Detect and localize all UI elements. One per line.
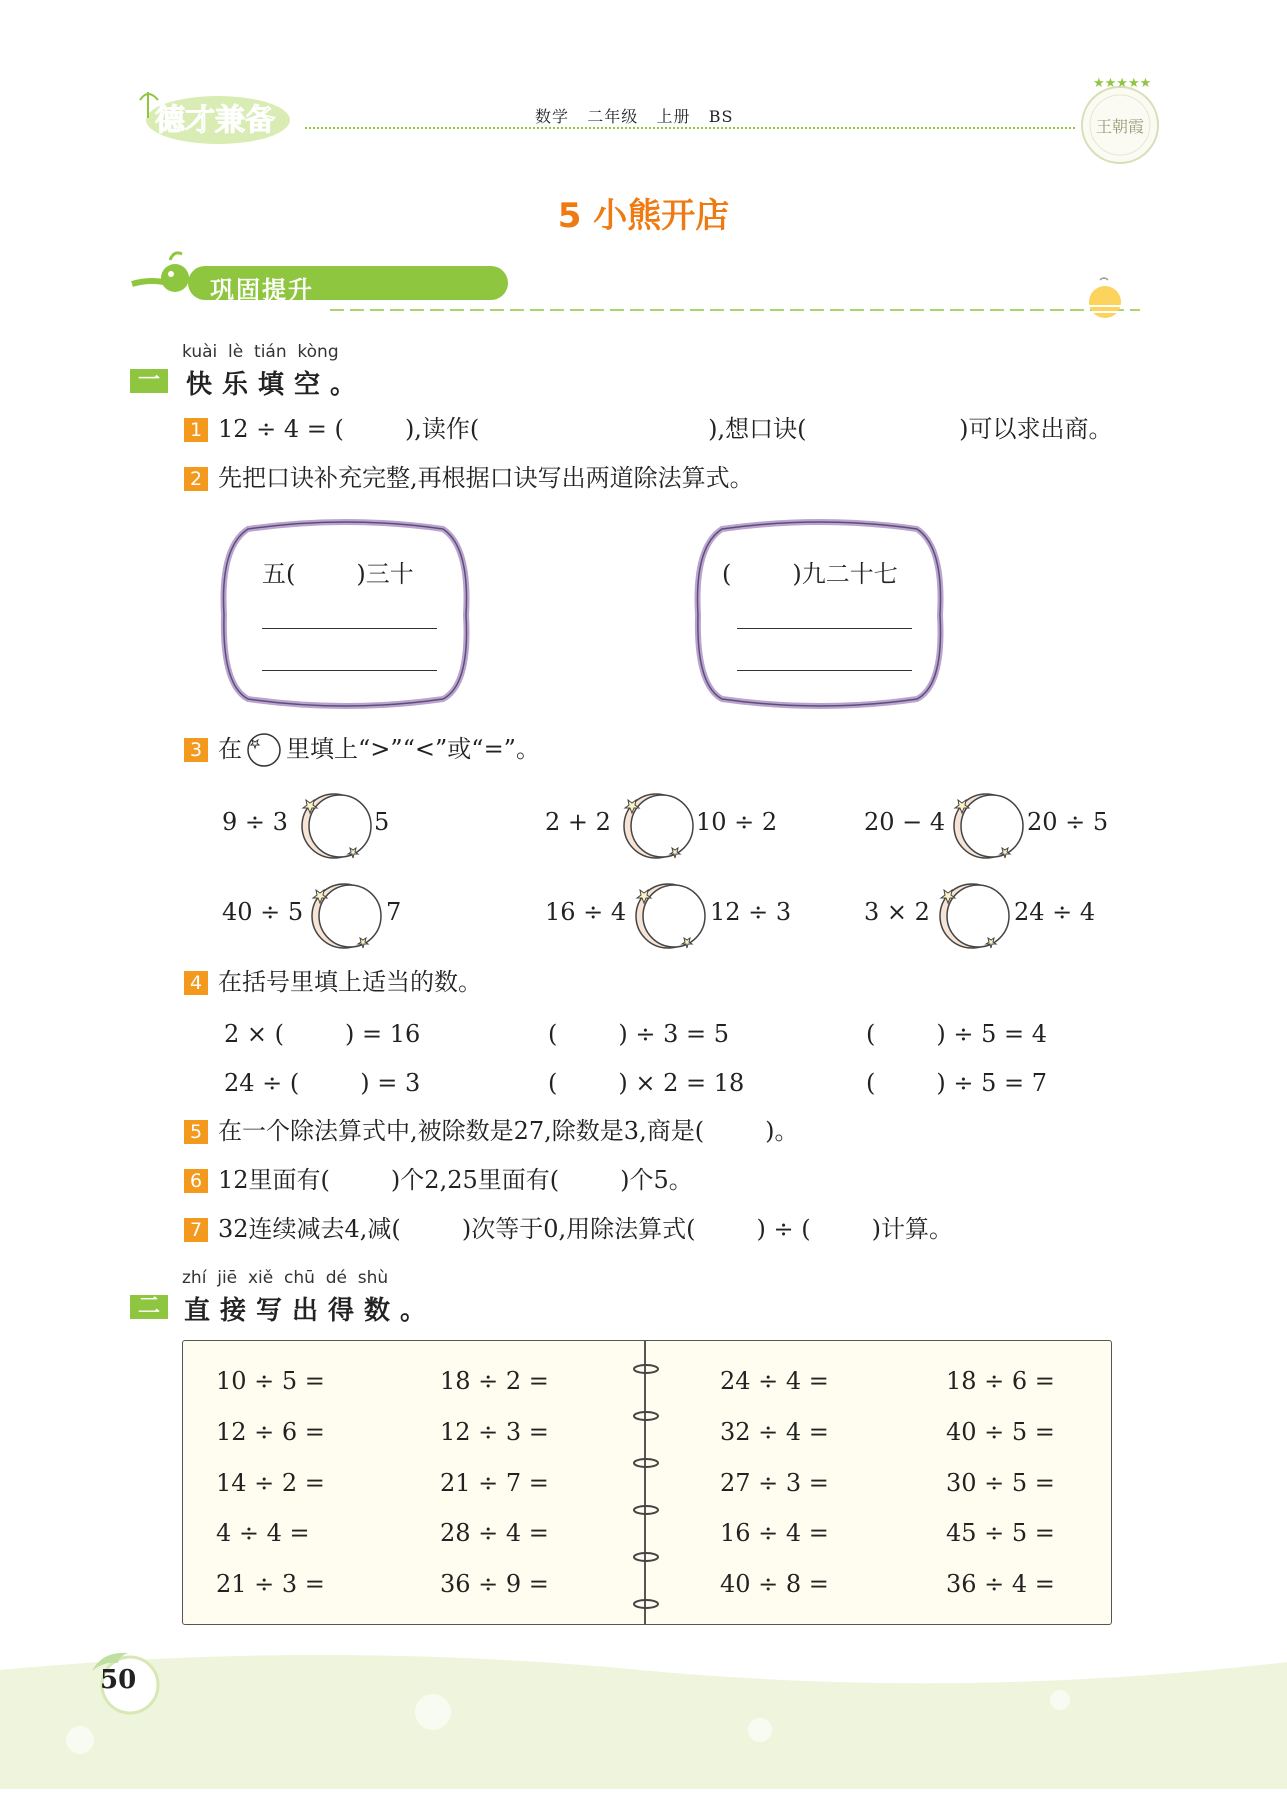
calc-item[interactable]: 12 ÷ 3 = [440,1418,549,1446]
footer-wave-decoration [0,1640,1287,1789]
question-6-number: 6 [184,1169,208,1193]
section-2-pinyin: zhí jiē xiě chū dé shù [182,1268,389,1288]
section-2-badge: 二 [130,1295,168,1319]
svg-text:★★★★★: ★★★★★ [1093,76,1152,91]
compare-left: 3 × 2 [864,898,930,926]
compare-right: 12 ÷ 3 [710,898,792,926]
lesson-title: 5 小熊开店 [557,196,730,236]
binder-ring-icon [632,1595,660,1607]
rhyme-2-text: ( )九二十七 [722,560,898,588]
question-2-number: 2 [184,467,208,491]
question-4-number: 4 [184,971,208,995]
calc-item[interactable]: 24 ÷ 4 = [720,1367,829,1395]
fill-equation[interactable]: ( ) ÷ 5 = 4 [866,1020,1048,1048]
calc-item[interactable]: 21 ÷ 3 = [216,1570,325,1598]
question-3-number: 3 [184,738,208,762]
question-1-number: 1 [184,418,208,442]
binder-ring-icon [632,1407,660,1419]
calc-item[interactable]: 10 ÷ 5 = [216,1367,325,1395]
calc-item[interactable]: 27 ÷ 3 = [720,1469,829,1497]
calc-item[interactable]: 40 ÷ 5 = [946,1418,1055,1446]
answer-line[interactable] [737,670,912,671]
question-2-text: 先把口诀补充完整,再根据口诀写出两道除法算式。 [218,464,754,492]
header-divider [305,127,1075,129]
question-7-text: 32连续减去4,减( )次等于0,用除法算式( ) ÷ ( )计算。 [218,1215,953,1243]
publisher-seal [1075,75,1165,167]
notebook-spine [644,1340,646,1625]
calc-item[interactable]: 30 ÷ 5 = [946,1469,1055,1497]
question-3-text-a: 在 [218,735,242,763]
section-1-pinyin: kuài lè tián kòng [182,342,339,362]
question-1-text: 12 ÷ 4 = ( ),读作( ),想口诀( )可以求出商。 [218,415,1113,443]
compare-left: 9 ÷ 3 [222,808,288,836]
compare-left: 20 − 4 [864,808,946,836]
seal-text: 王朝霞 [1095,117,1145,136]
moon-answer-circle[interactable] [944,786,1024,866]
compare-right: 5 [374,808,390,836]
calc-item[interactable]: 18 ÷ 2 = [440,1367,549,1395]
fill-equation[interactable]: ( ) ÷ 5 = 7 [866,1069,1048,1097]
moon-answer-circle[interactable] [614,786,694,866]
question-7-number: 7 [184,1218,208,1242]
compare-left: 16 ÷ 4 [545,898,627,926]
banner-title: 巩固提升 [210,276,314,304]
answer-line[interactable] [262,628,437,629]
moon-answer-circle[interactable] [930,876,1010,956]
rhyme-1-text: 五( )三十 [262,560,414,588]
compare-right: 10 ÷ 2 [696,808,778,836]
question-5-text: 在一个除法算式中,被除数是27,除数是3,商是( )。 [218,1117,799,1145]
compare-left: 40 ÷ 5 [222,898,304,926]
rhyme-bubble-2 [692,517,947,712]
fill-equation[interactable]: ( ) ÷ 3 = 5 [548,1020,730,1048]
compare-right: 7 [386,898,402,926]
fill-equation[interactable]: 2 × ( ) = 16 [224,1020,421,1048]
calc-item[interactable]: 4 ÷ 4 = [216,1519,310,1547]
calc-item[interactable]: 28 ÷ 4 = [440,1519,549,1547]
calc-item[interactable]: 14 ÷ 2 = [216,1469,325,1497]
brand-text: 德才兼备 [155,103,275,138]
calc-item[interactable]: 12 ÷ 6 = [216,1418,325,1446]
section-2-title: 直接写出得数。 [184,1296,437,1326]
binder-ring-icon [632,1501,660,1513]
calc-item[interactable]: 18 ÷ 6 = [946,1367,1055,1395]
question-3-text-b: 里填上“>”“<”或“=”。 [286,735,540,763]
calc-item[interactable]: 40 ÷ 8 = [720,1570,829,1598]
calc-item[interactable]: 36 ÷ 9 = [440,1570,549,1598]
fill-equation[interactable]: 24 ÷ ( ) = 3 [224,1069,421,1097]
fill-equation[interactable]: ( ) × 2 = 18 [548,1069,745,1097]
moon-answer-circle[interactable] [292,786,372,866]
calc-item[interactable]: 45 ÷ 5 = [946,1519,1055,1547]
small-moon-icon [244,730,284,770]
moon-answer-circle[interactable] [302,876,382,956]
compare-right: 20 ÷ 5 [1027,808,1109,836]
answer-line[interactable] [737,628,912,629]
calc-item[interactable]: 16 ÷ 4 = [720,1519,829,1547]
moon-answer-circle[interactable] [626,876,706,956]
rhyme-bubble-1 [218,517,473,712]
section-1-badge: 一 [130,369,168,393]
calc-item[interactable]: 32 ÷ 4 = [720,1418,829,1446]
header-subject-line: 数学 二年级 上册 BS [535,107,734,126]
section-1-title: 快乐填空。 [186,370,367,400]
answer-line[interactable] [262,670,437,671]
compare-right: 24 ÷ 4 [1014,898,1096,926]
question-5-number: 5 [184,1120,208,1144]
brand-logo [130,80,300,150]
compare-left: 2 + 2 [545,808,611,836]
calc-item[interactable]: 21 ÷ 7 = [440,1469,549,1497]
binder-ring-icon [632,1360,660,1372]
page-number: 50 [100,1665,137,1695]
binder-ring-icon [632,1548,660,1560]
calc-item[interactable]: 36 ÷ 4 = [946,1570,1055,1598]
question-4-text: 在括号里填上适当的数。 [218,968,482,996]
question-6-text: 12里面有( )个2,25里面有( )个5。 [218,1166,693,1194]
binder-ring-icon [632,1454,660,1466]
